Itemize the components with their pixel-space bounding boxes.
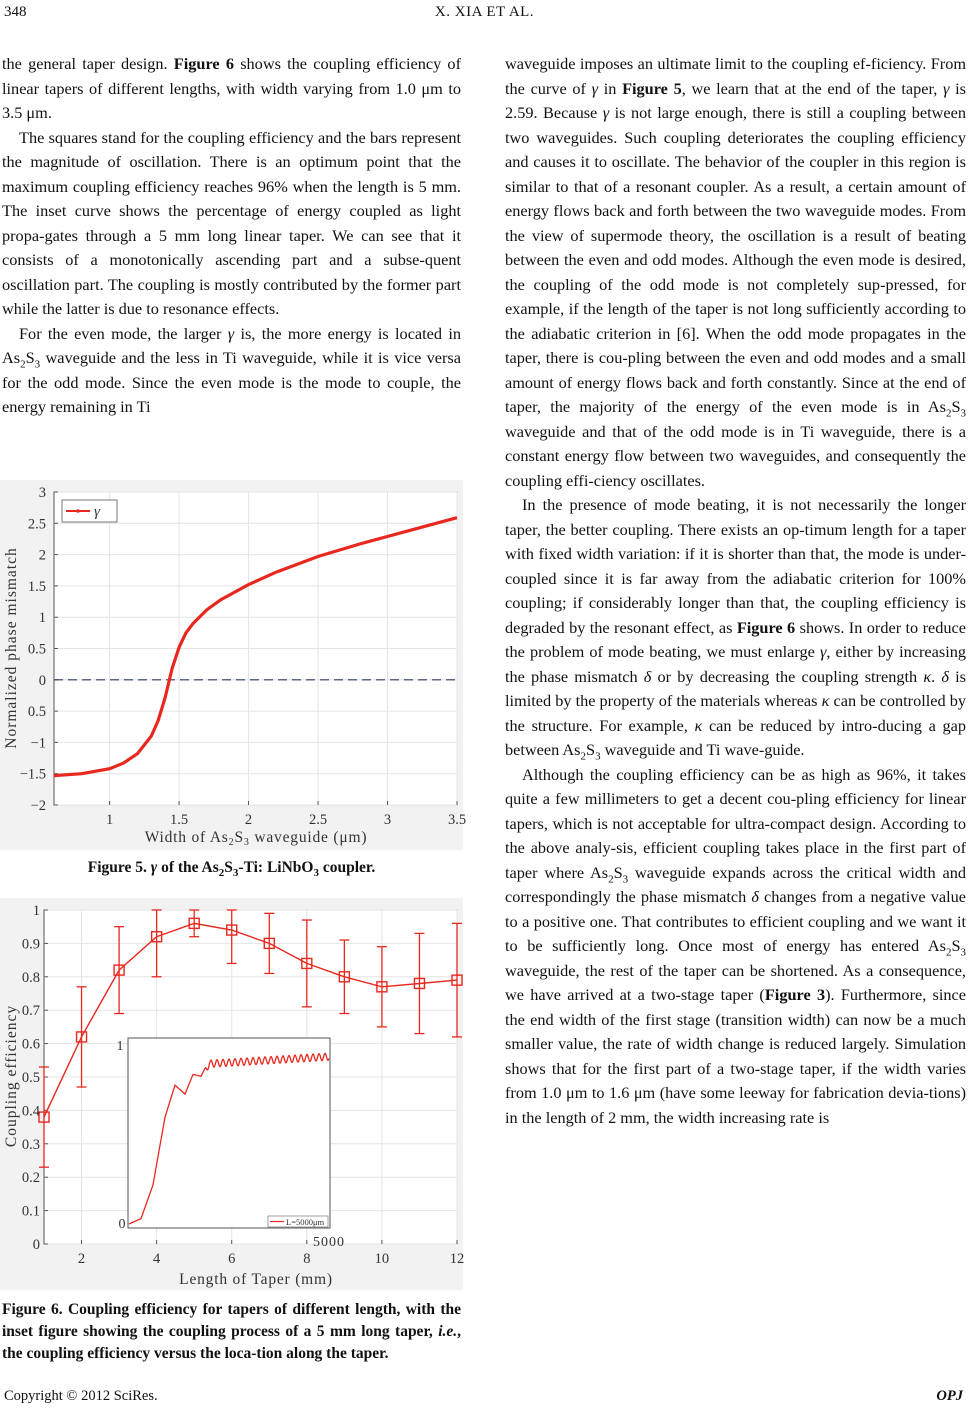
y-tick-label: 0.8 <box>21 969 40 986</box>
paragraph: The squares stand for the coupling efficiency and the bars represent the magnitude of oscillation. There is an optimum point that the maximum coupling efficiency reaches 96% when the length is 5 mm. The inset curve shows the percentage of energy coupled as light propa-gates through a 5 mm long linear taper. We can see that it consists of a monotonically ascending part and a subse-quent oscillation part. The coupling is mostly contributed by the former part while the latter is due to resonance effects. <box>2 127 461 318</box>
inset-legend: L=5000μm <box>286 1217 325 1227</box>
x-tick-label: 1.5 <box>170 812 189 828</box>
text-run: waveguide and the less in Ti waveguide, while it is vice versa for the odd mode. Since the even mode is the mode to couple, the energy remaining in Ti <box>2 348 461 416</box>
text-run: is, the more energy is located in As <box>2 323 461 367</box>
y-axis-label: Normalized phase mismatch <box>3 547 20 749</box>
figure-5-caption: Figure 5. γ of the $As_2S_3-Ti$: LiNbO$_3$ coupler. <box>87 859 376 880</box>
y-tick-label: 0.9 <box>21 936 40 953</box>
subscript: 2 <box>20 358 26 371</box>
y-tick-label: 3 <box>38 485 46 501</box>
figure-6 <box>0 898 463 1290</box>
left-column <box>2 52 461 420</box>
legend-label: γ <box>94 504 100 520</box>
y-tick-label: −1 <box>30 735 46 752</box>
paragraph: In the presence of mode beating, it is not necessarily the longer taper, the better coupling. There exists an op-timum length for a taper with fixed width variation: if it is shorter than that, the mode is under-coupled since it is far away from the adiabatic criterion for 100% coupling; if considerably longer than that, the coupling efficiency is degraded by the resonant effect, as Figure 6 shows. In order to reduce the problem of mode beating, we must enlarge γ, either by increasing the phase mismatch δ or by decreasing the coupling strength κ. δ is limited by the property of the materials whereas κ can be controlled by the structure. For example, κ can be reduced by intro-ducing a gap between $As_2S_3$ waveguide and Ti wave-guide. <box>505 495 967 763</box>
subscript: 3 <box>34 358 41 371</box>
x-tick-label: 3.5 <box>447 812 467 828</box>
y-tick-label: 0.5 <box>27 641 46 658</box>
x-tick-label: 4 <box>153 1251 161 1267</box>
gamma-chart <box>0 480 467 850</box>
y-tick-label: 0.7 <box>21 1003 40 1020</box>
y-tick-label: 0.3 <box>21 1136 40 1153</box>
figure-ref: Figure 6 <box>173 54 234 73</box>
y-tick-label: 1.5 <box>27 578 46 595</box>
y-tick-label: 2 <box>38 547 46 564</box>
x-tick-label: 1 <box>105 812 114 828</box>
figure-5 <box>0 480 467 850</box>
figure-ref: Figure 5 <box>622 78 682 98</box>
inset-x-tick: 5000 <box>313 1235 345 1250</box>
figure-6-caption: Figure 6. Coupling efficiency for tapers of different length, with the inset figure showing the coupling process of a 5 mm long taper, i.e., the coupling efficiency versus the loca-tion along the taper. <box>2 1301 461 1362</box>
text-run: S <box>25 348 35 367</box>
inset-y-tick: 0 <box>118 1217 126 1232</box>
y-tick-label: −2 <box>30 798 46 814</box>
y-tick-label: 1 <box>32 903 40 919</box>
x-tick-label: 2.5 <box>308 812 328 828</box>
x-tick-label: 10 <box>374 1251 390 1267</box>
coupling-efficiency-chart <box>0 898 463 1290</box>
paragraph: Although the coupling efficiency can be as high as 96%, it takes quite a few millimeters to get a decent cou-pling efficiency for linear tapers, which is not acceptable for ultra-compact design. According to the above analy-sis, efficient coupling takes place in the first part of taper where $As_2S_3$ waveguide expands across the critical width and correspondingly the phase mismatch δ changes from a negative value to a positive one. That contributes to efficient coupling and we want it to be sufficiently long. Once most of energy has entered $As_2S_3$ waveguide, the rest of the taper can be shortened. As a consequence, we have arrived at a two-stage taper (Figure 3). Furthermore, since the end width of the first stage (transition width) can now be a much smaller value, the rate of width change is reduced largely. Simulation shows that for the first part of a two-stage taper, if the width varies from 1.0 μm to 1.6 μm (have some leeway for fabrication devia-tions) in the length of 2 mm, the width increasing rate is <box>505 764 967 1127</box>
x-axis-label: Length of Taper (mm) <box>179 1271 333 1288</box>
y-tick-label: 0.2 <box>21 1170 40 1187</box>
legend <box>62 500 117 522</box>
journal-abbrev: OPJ <box>936 1388 963 1404</box>
running-title: X. XIA ET AL. <box>434 4 535 20</box>
x-axis-label: Width of As2S3 waveguide (μm) <box>144 829 368 848</box>
copyright: Copyright © 2012 SciRes. <box>4 1388 158 1404</box>
y-tick-label: 0 <box>32 1237 40 1253</box>
paragraph <box>2 52 461 126</box>
x-tick-label: 8 <box>303 1251 311 1267</box>
y-tick-label: 0.5 <box>27 704 46 721</box>
inset-y-tick: 1 <box>116 1039 124 1054</box>
y-axis-label: Coupling efficiency <box>3 1004 20 1148</box>
page-number: 348 <box>4 4 27 20</box>
text-run: shows the coupling efficiency of linear tapers of different lengths, with width varying from 1.0 μm to 3.5 μm. <box>2 54 461 122</box>
y-tick-label: −1.5 <box>19 766 46 783</box>
y-tick-label: 0.5 <box>21 1070 40 1086</box>
y-tick-label: 1 <box>38 610 46 627</box>
figure-ref: Figure 6 <box>736 617 796 637</box>
x-tick-label: 2 <box>77 1251 86 1267</box>
y-tick-label: 0 <box>38 672 46 689</box>
x-tick-label: 6 <box>228 1251 236 1267</box>
text-run: the general taper design. <box>2 54 174 73</box>
y-tick-label: 0.6 <box>21 1036 40 1053</box>
y-tick-label: 2.5 <box>27 516 46 533</box>
y-tick-label: 0.4 <box>21 1103 40 1120</box>
symbol-gamma: γ <box>227 323 235 343</box>
inset-chart <box>117 1038 346 1250</box>
text-run: For the even mode, the larger <box>19 323 228 343</box>
paragraph <box>2 322 461 420</box>
right-column <box>505 52 966 1130</box>
y-tick-label: 0.1 <box>21 1203 40 1220</box>
x-tick-label: 3 <box>383 812 392 828</box>
figure-ref: Figure 3 <box>764 985 826 1004</box>
x-tick-label: 12 <box>449 1251 465 1267</box>
x-tick-label: 2 <box>244 812 253 828</box>
paragraph: waveguide imposes an ultimate limit to the coupling ef-ficiency. From the curve of γ in Figure 5, we learn that at the end of the taper, γ is 2.59. Because γ is not large enough, there is still a coupling between two waveguides. Such coupling deteriorates the coupling efficiency and causes it to oscillate. The behavior of the coupler in this region is similar to that of a resonant coupler. As a result, a certain amount of energy flows back and forth between the two waveguide modes. From the view of supermode theory, the oscillation is a result of beating between the even and odd modes. Although the even mode is desired, the coupling of the odd mode is not completely sup-pressed, for example, if the length of the taper is not long sufficiently according to the adiabatic criterion in [6]. When the odd mode propagates in the taper, there is cou-pling between the even and odd modes and a small amount of energy flows back and forth constantly. Since at the end of taper, the majority of the energy of the even mode is in $As_2S_3$ waveguide and that of the odd mode is in Ti waveguide, there is a constant energy flow between two waveguides, and consequently the coupling effi-ciency oscillates. <box>505 54 966 490</box>
